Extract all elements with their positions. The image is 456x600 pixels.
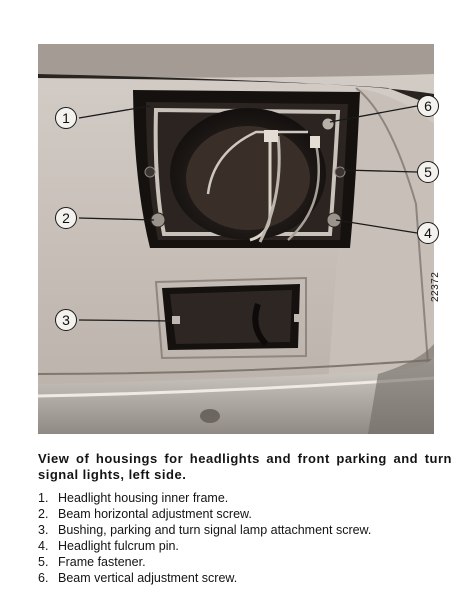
photo-reference-number: 22372 [430,271,441,302]
legend-text: Beam vertical adjustment screw. [58,571,238,585]
car-front-illustration [38,44,434,434]
legend-item [38,570,454,586]
legend-number: 3. [38,523,49,537]
hood-edge [38,44,434,78]
figure-caption: View of housings for headlights and front parking and turn signal lights, left side. [38,451,452,482]
legend-item [38,490,454,506]
legend-item [38,522,454,538]
callout-1: 1 [55,107,77,129]
callout-5: 5 [417,161,439,183]
legend-list [38,490,454,586]
legend-item [38,538,454,554]
legend-text: Bushing, parking and turn signal lamp attachment screw. [58,523,372,537]
callout-3: 3 [55,309,77,331]
legend-number: 5. [38,555,49,569]
callout-2: 2 [55,207,77,229]
legend-text: Beam horizontal adjustment screw. [58,507,252,521]
callout-4: 4 [417,222,439,244]
callout-6: 6 [417,95,439,117]
legend-number: 6. [38,571,49,585]
legend-text: Headlight housing inner frame. [58,491,229,505]
legend-item [38,554,454,570]
legend-text: Frame fastener. [58,555,146,569]
legend-number: 1. [38,491,49,505]
bumper-bolt [200,409,220,423]
legend-text: Headlight fulcrum pin. [58,539,179,553]
headlight-housing-photo [38,44,434,434]
legend-number: 2. [38,507,49,521]
legend-item [38,506,454,522]
legend-number: 4. [38,539,49,553]
